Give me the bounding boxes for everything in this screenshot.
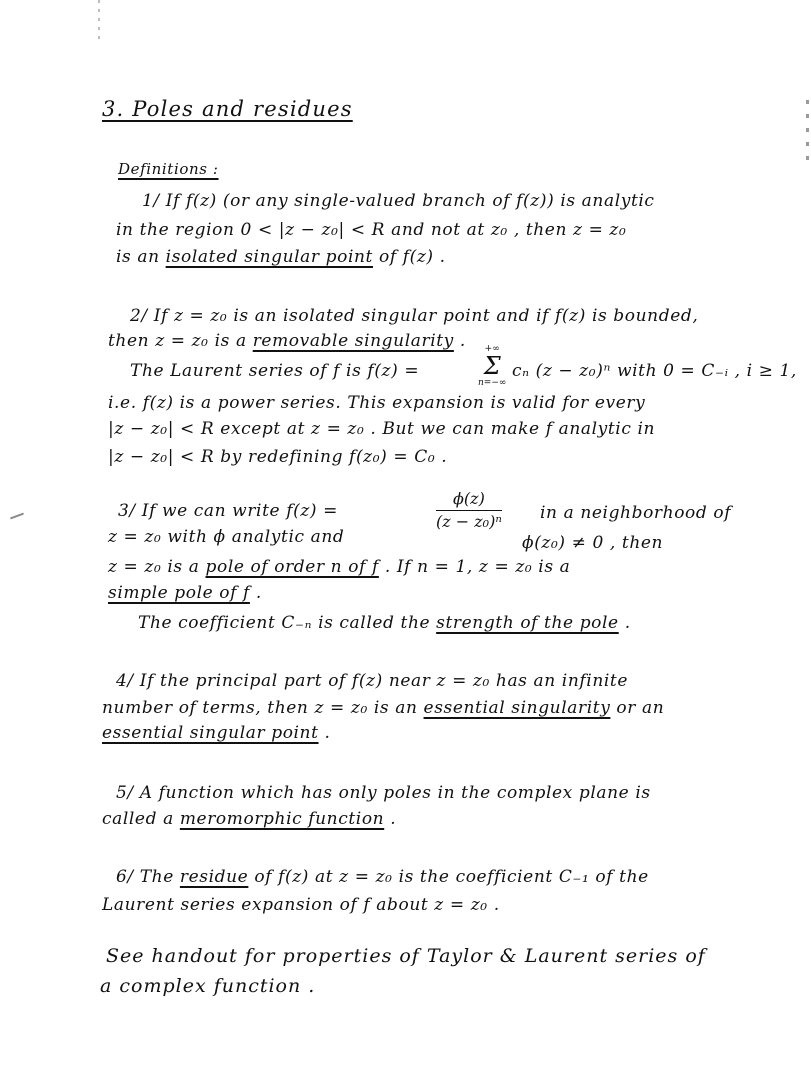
def3-term-pole-of-order-n: pole of order n of f bbox=[205, 557, 379, 577]
def2-line2 bbox=[108, 330, 466, 352]
def4-line3-post: . bbox=[318, 723, 331, 743]
def2-line3-left: The Laurent series of f is f(z) = bbox=[130, 361, 420, 381]
def5-line2-pre: called a bbox=[102, 809, 180, 829]
def5-line2-post: . bbox=[384, 809, 397, 829]
def3-line5-post: . bbox=[618, 613, 631, 633]
def6-line1-pre: 6/ The bbox=[116, 867, 180, 887]
def3-line3-pre: z = z₀ is a bbox=[108, 557, 206, 577]
def1-line2: in the region 0 < |z − z₀| < R and not at z₀ , then z = z₀ bbox=[116, 220, 627, 240]
sigma-glyph: Σ bbox=[483, 352, 501, 380]
def3-term-strength-of-pole: strength of the pole bbox=[436, 613, 619, 633]
closing-line1: See handout for properties of Taylor & Laurent series of bbox=[106, 945, 706, 967]
def3-line3-post: . If n = 1, z = z₀ is a bbox=[378, 557, 571, 577]
fraction-denominator: (z − z₀)ⁿ bbox=[436, 512, 502, 531]
scan-mark-left bbox=[10, 513, 24, 520]
scan-mark-right bbox=[806, 100, 809, 160]
def4-line2-post: or an bbox=[610, 698, 665, 718]
def1-line3 bbox=[116, 246, 446, 268]
def3-line2-left: z = z₀ with ϕ analytic and bbox=[108, 527, 345, 547]
def3-term-simple-pole: simple pole of f bbox=[108, 583, 250, 603]
def1-line3-pre: is an bbox=[116, 247, 166, 267]
def3-line4-post: . bbox=[249, 583, 262, 603]
def4-term-essential-singular-point: essential singular point bbox=[102, 723, 319, 743]
sum-lower-limit: n=−∞ bbox=[478, 378, 507, 388]
def6-term-residue: residue bbox=[179, 867, 249, 887]
def4-line2 bbox=[102, 697, 664, 719]
def3-line1-left: 3/ If we can write f(z) = bbox=[118, 501, 338, 521]
def2-term-removable-singularity: removable singularity bbox=[252, 331, 454, 351]
sum-upper-limit: +∞ bbox=[484, 344, 500, 354]
def3-line5 bbox=[138, 612, 631, 634]
def4-line1: 4/ If the principal part of f(z) near z = z₀ has an infinite bbox=[116, 671, 628, 691]
fraction-numerator: ϕ(z) bbox=[436, 488, 502, 511]
def3-line4 bbox=[108, 582, 262, 604]
fraction-phi-over-power bbox=[436, 488, 502, 533]
def2-line5: |z − z₀| < R except at z = z₀ . But we can make f analytic in bbox=[108, 419, 656, 439]
closing-line2: a complex function . bbox=[100, 975, 316, 997]
scan-mark-top bbox=[98, 0, 100, 42]
def6-line2: Laurent series expansion of f about z = z₀ . bbox=[102, 895, 500, 915]
def4-term-essential-singularity: essential singularity bbox=[423, 698, 611, 718]
def4-line2-pre: number of terms, then z = z₀ is an bbox=[102, 698, 424, 718]
def2-line6: |z − z₀| < R by redefining f(z₀) = C₀ . bbox=[108, 447, 448, 467]
section-title: 3. Poles and residues bbox=[102, 97, 353, 121]
def3-line2-right: ϕ(z₀) ≠ 0 , then bbox=[522, 533, 664, 553]
def1-term-isolated-singular-point: isolated singular point bbox=[165, 247, 373, 267]
def2-line4: i.e. f(z) is a power series. This expansion is valid for every bbox=[108, 393, 646, 413]
def5-line1: 5/ A function which has only poles in the complex plane is bbox=[116, 783, 651, 803]
def1-line3-post: of f(z) . bbox=[372, 247, 446, 267]
def6-line1 bbox=[116, 866, 649, 888]
def4-line3 bbox=[102, 722, 331, 744]
def1-line1: 1/ If f(z) (or any single-valued branch of f(z)) is analytic bbox=[142, 191, 655, 211]
def3-line1-right: in a neighborhood of bbox=[540, 503, 732, 523]
def6-line1-post: of f(z) at z = z₀ is the coefficient C₋₁ of the bbox=[248, 867, 649, 887]
def5-line2 bbox=[102, 808, 396, 830]
summation-symbol bbox=[478, 343, 506, 389]
def2-line1: 2/ If z = z₀ is an isolated singular point and if f(z) is bounded, bbox=[130, 306, 699, 326]
def2-line2-pre: then z = z₀ is a bbox=[108, 331, 253, 351]
def2-line3-right: cₙ (z − z₀)ⁿ with 0 = C₋ᵢ , i ≥ 1, bbox=[512, 361, 797, 381]
def3-line5-pre: The coefficient C₋ₙ is called the bbox=[138, 613, 437, 633]
definitions-heading: Definitions : bbox=[118, 160, 219, 178]
def3-line3 bbox=[108, 556, 570, 578]
def2-line2-post: . bbox=[453, 331, 466, 351]
def5-term-meromorphic-function: meromorphic function bbox=[179, 809, 385, 829]
